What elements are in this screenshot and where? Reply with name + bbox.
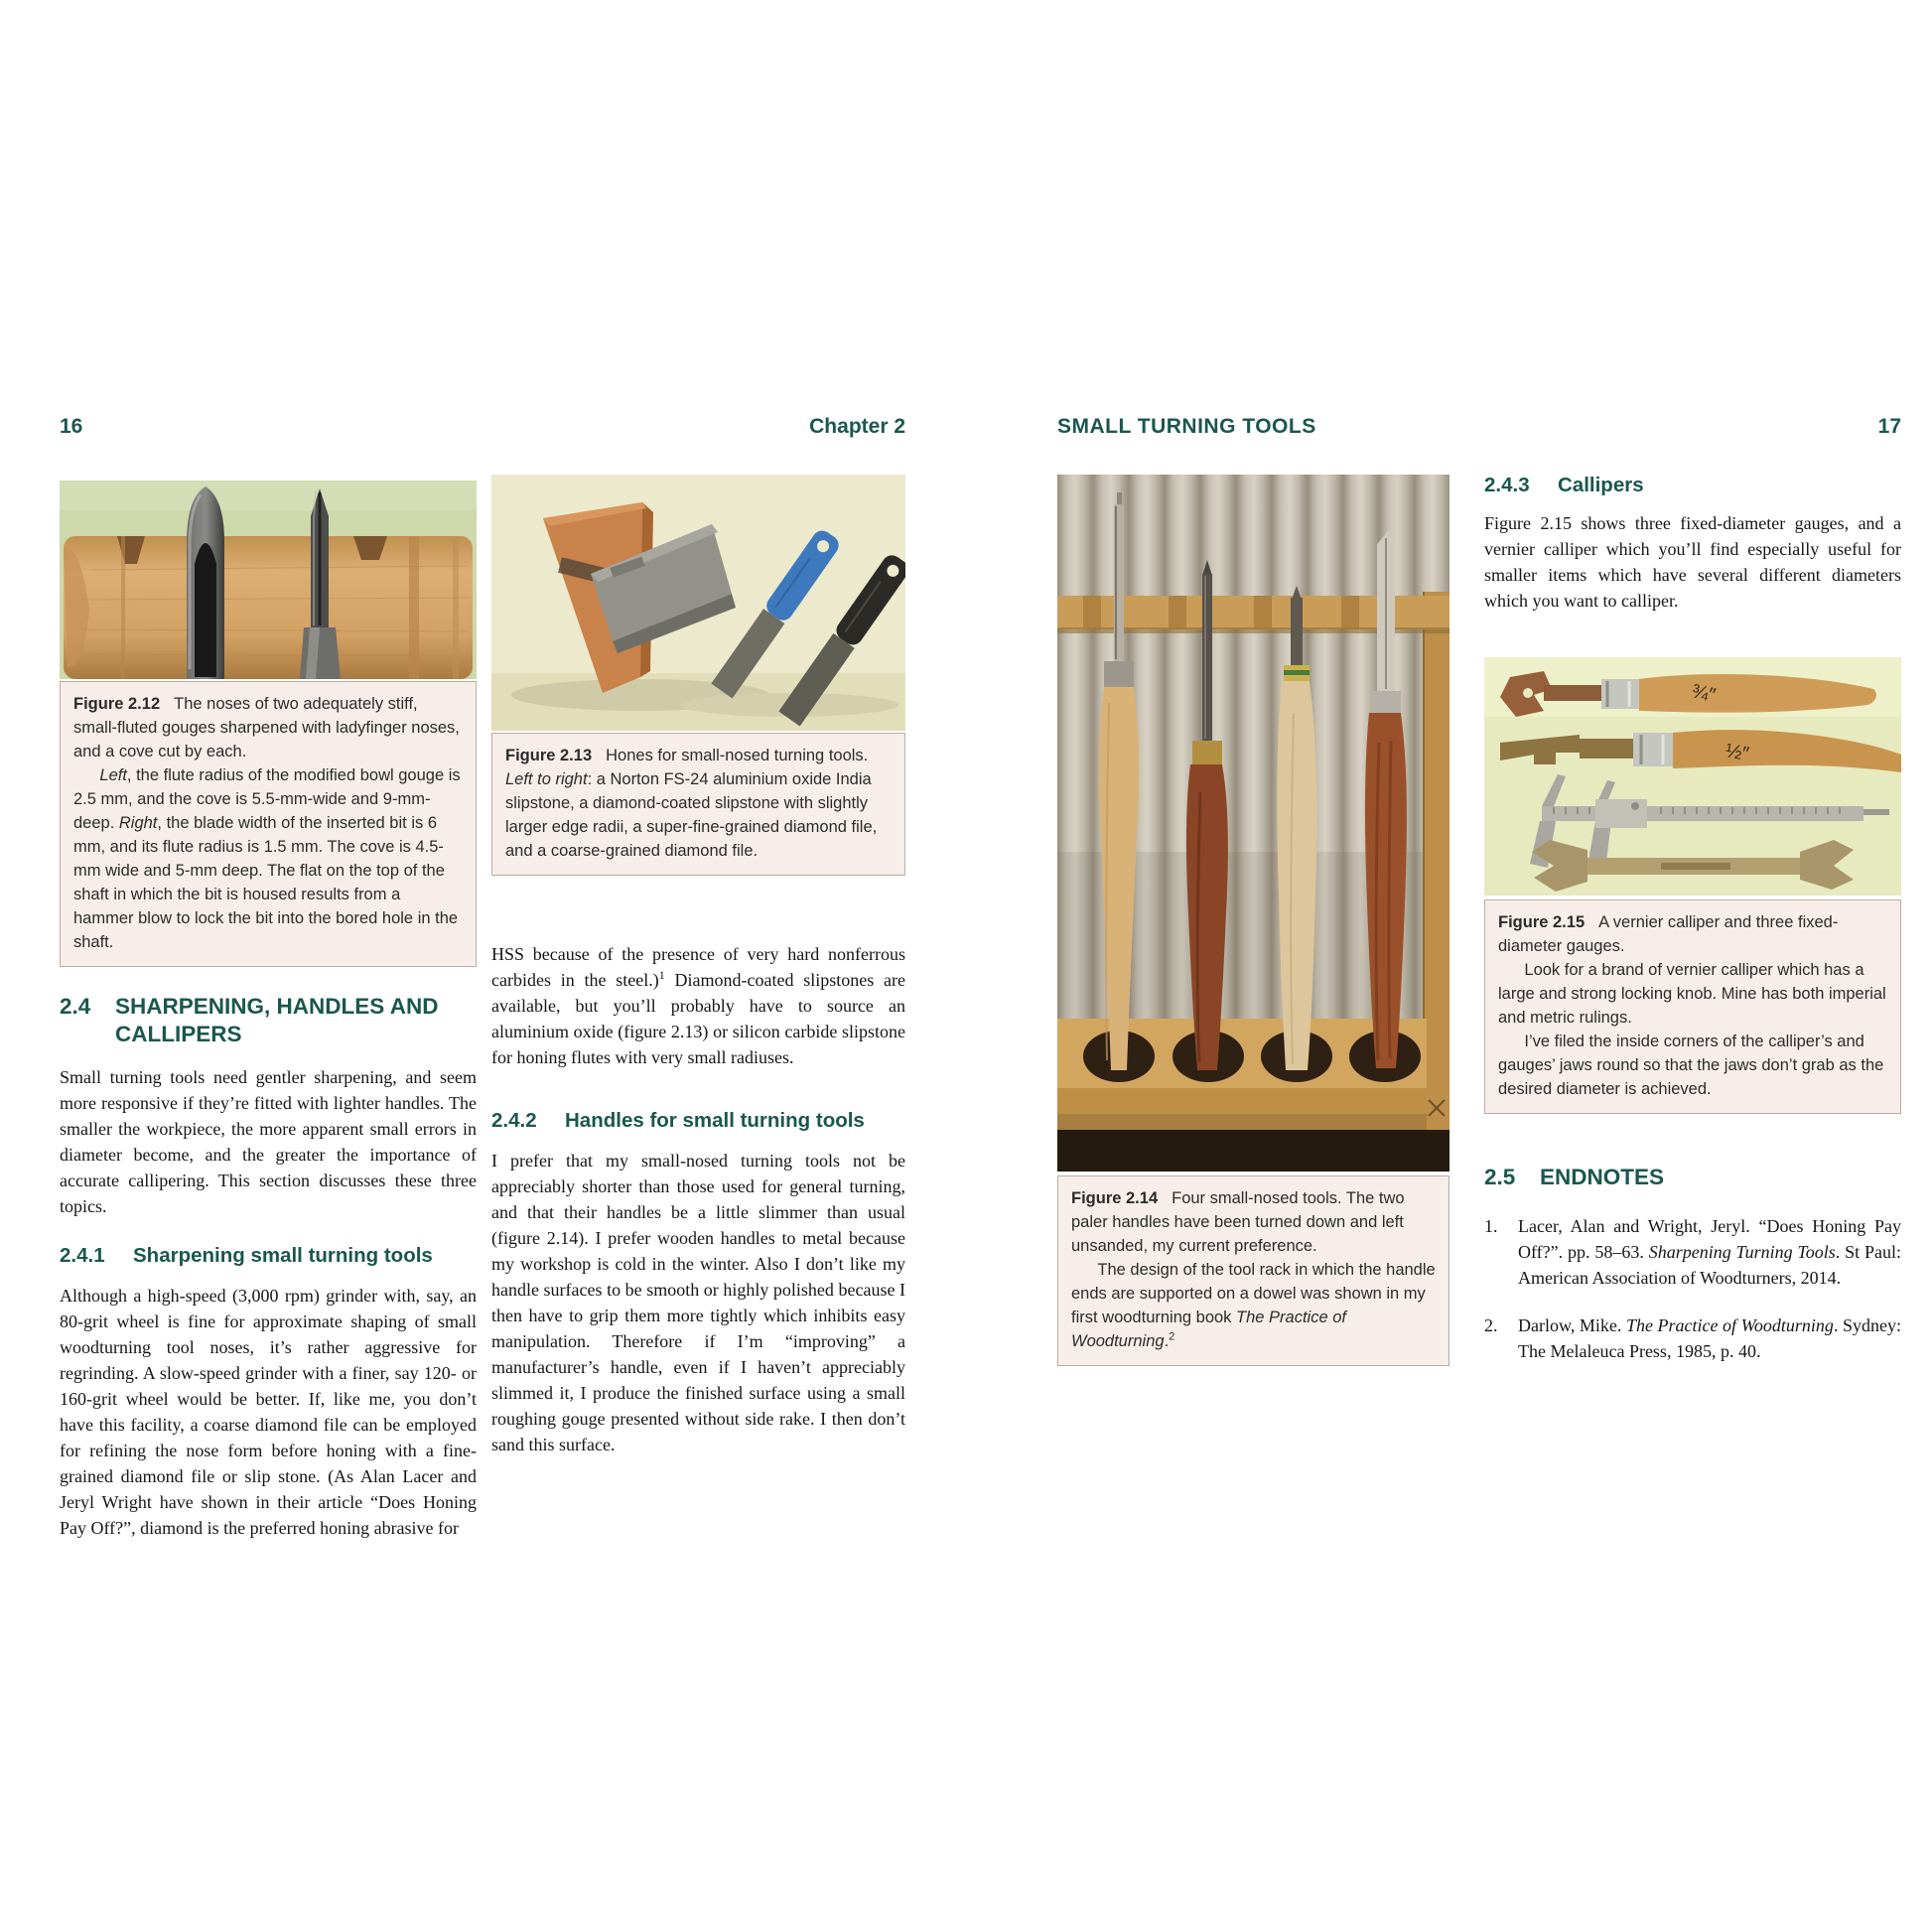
fig-2-12-label: Figure 2.12 (73, 695, 161, 713)
section-title: Callipers (1558, 474, 1644, 496)
section-number: 2.4.3 (1484, 474, 1530, 496)
section-2-4-3-paragraph: Figure 2.15 shows three fixed-diameter gauges, and a vernier calliper which you’ll find especially useful for smaller items which have several different diameters which you want to calliper. (1484, 513, 1901, 611)
section-2-4-intro: Small turning tools need gentler sharpening, and seem more responsive if they’re fitted with lighter handles. The smaller the workpiece, the more apparent small errors in diameter become, and the greater the importance of accurate callipering. This section discusses these three topics. (60, 1067, 477, 1216)
endnote-title-italic: Sharpening Turning Tools (1648, 1242, 1836, 1262)
shadow-under-shelf (1057, 1130, 1449, 1172)
fig-2-12-caption-italic-left: Left (99, 766, 127, 784)
fig-2-15-label: Figure 2.15 (1498, 913, 1586, 931)
endnote-text (1518, 1312, 1901, 1364)
endnotes-list (1484, 1213, 1901, 1364)
section-heading-2-4-2 (491, 1108, 905, 1134)
section-number: 2.5 (1484, 1165, 1516, 1189)
fig-2-12-caption-p2a: , the flute radius of the modified bowl gouge is 2.5 mm, and the cove is 5.5-mm-wide and 9-mm-deep. (73, 766, 461, 832)
endnote-item (1484, 1213, 1901, 1291)
endnote-text-b: . St Paul: American Association of Woodturners, 2014. (1518, 1242, 1902, 1288)
section-2-4-2-paragraph: I prefer that my small-nosed turning tools not be appreciably shorter than those used for general turning, and that their handles be a little slimmer than usual (figure 2.14). I prefer wooden handles to metal because my workshop is cold in the winter. Also I don’t like my handle surfaces to be smooth or highly polished because I then have to grip them more tightly which inhibits easy manipulation. Therefore if I’m “improving” a manufacturer’s handle, even if I haven’t appreciably slimmed it, I produce the finished surface using a small roughing gouge presented without side rake. I then don’t sand this surface. (491, 1151, 905, 1454)
section-heading-2-5 (1484, 1164, 1901, 1191)
endnote-text-b: . Sydney: The Melaleuca Press, 1985, p. 40. (1518, 1315, 1901, 1361)
endnote-ref-1: 1 (658, 968, 665, 982)
section-heading-2-4-3 (1484, 473, 1901, 498)
fig-2-12-caption (60, 681, 477, 967)
fig-2-13-label: Figure 2.13 (505, 747, 593, 764)
endnote-item (1484, 1312, 1901, 1364)
right-running-head: SMALL TURNING TOOLS (1057, 415, 1316, 438)
section-heading-2-4 (60, 993, 477, 1048)
left-running-head: Chapter 2 (809, 415, 905, 438)
endnote-ref-2: 2 (1169, 1330, 1175, 1343)
rack-upright (1423, 592, 1449, 1172)
fig-2-12-caption-italic-right: Right (118, 814, 158, 832)
section-title: Sharpening small turning tools (133, 1244, 433, 1267)
fig-2-13-caption-italic: Left to right (505, 770, 588, 788)
fig-2-12-caption-p2b: , the blade width of the inserted bit is 6 mm, and its flute radius is 1.5 mm. The cove is 4.5-mm wide and 5-mm deep. The flat on the top of the shaft in which the bit is housed results from a hammer blow to lock the bit into the bored hole in the shaft. (73, 814, 459, 951)
hss-text-b: Diamond-coated slipstones are available, but you’ll probably have to source an aluminium oxide (figure 2.13) or silicon carbide slipstone for honing flutes with very small radiuses. (491, 970, 905, 1067)
section-title: Handles for small turning tools (565, 1109, 865, 1132)
bowl-gouge (187, 486, 224, 679)
fig-2-15-photo (1484, 657, 1901, 896)
section-title: ENDNOTES (1540, 1165, 1665, 1189)
fig-2-13-photo (491, 475, 905, 731)
fig-2-14-caption (1057, 1175, 1449, 1366)
section-title: SHARPENING, HANDLES AND CALLIPERS (115, 994, 439, 1046)
hss-paragraph (491, 941, 905, 1070)
fig-2-14-caption-p2a: The design of the tool rack in which the handle ends are supported on a dowel was shown in my first woodturning book (1071, 1261, 1436, 1326)
endnote-text-a: Darlow, Mike. (1518, 1315, 1626, 1335)
fig-2-15-caption-p2: Look for a brand of vernier calliper which has a large and strong locking knob. Mine has both imperial and metric rulings. (1498, 961, 1886, 1027)
fig-2-13-caption-b: : a Norton FS-24 aluminium oxide India slipstone, a diamond-coated slipstone with slightly larger edge radii, a super-fine-grained diamond file, and a coarse-grained diamond file. (505, 770, 878, 860)
endnote-title-italic: The Practice of Woodturning (1625, 1315, 1834, 1335)
endnote-text-a: Lacer, Alan and Wright, Jeryl. “Does Honing Pay Off?”. pp. 58–63. (1518, 1216, 1901, 1262)
section-number: 2.4.1 (60, 1244, 105, 1267)
fig-2-12-caption-p1: The noses of two adequately stiff, small-fluted gouges sharpened with ladyfinger noses, and a cove cut by each. (73, 695, 460, 760)
section-number: 2.4.2 (491, 1109, 537, 1132)
fig-2-15-caption (1484, 899, 1901, 1114)
shelf-front-edge (1057, 1088, 1427, 1114)
fig-2-14-caption-p1: Four small-nosed tools. The two paler handles have been turned down and left unsanded, my current preference. (1071, 1189, 1405, 1255)
fig-2-14-photo (1057, 475, 1449, 1172)
endnote-number: 2. (1484, 1315, 1498, 1335)
fig-2-14-label: Figure 2.14 (1071, 1189, 1159, 1207)
endnote-text (1518, 1213, 1901, 1291)
section-heading-2-4-1 (60, 1243, 477, 1269)
endnote-number: 1. (1484, 1216, 1498, 1236)
right-page-number: 17 (1877, 415, 1901, 438)
section-number: 2.4 (60, 994, 91, 1019)
fig-2-15-caption-p3: I’ve filed the inside corners of the calliper’s and gauges’ jaws round so that the jaws don’t grab as the desired diameter is achieved. (1498, 1033, 1884, 1098)
hss-text-a: HSS because of the presence of very hard nonferrous carbides in the steel.) (491, 944, 905, 990)
fig-2-14-caption-italic: The Practice of Woodturning (1071, 1309, 1346, 1350)
fig-2-14-caption-p2b: . (1164, 1332, 1170, 1350)
left-page-number: 16 (60, 415, 83, 438)
handle-mark-three-quarter: ¾″ (1689, 680, 1718, 707)
fig-2-13-caption (491, 733, 905, 876)
handle-mark-half: ½″ (1724, 740, 1751, 766)
fig-2-13-caption-a: Hones for small-nosed turning tools. (606, 747, 869, 764)
section-2-4-1-paragraph: Although a high-speed (3,000 rpm) grinder with, say, an 80-grit wheel is fine for approximate shaping of small woodturning tool noses, it’s rather aggressive for regrinding. A slow-speed grinder with a finer, say 120- or 160-grit wheel would be better. If, like me, you don’t have this facility, a coarse diamond file can be employed for refining the nose form before honing with a fine-grained diamond file or slip stone. (As Alan Lacer and Jeryl Wright have shown in their article “Does Honing Pay Off?”, diamond is the preferred honing abrasive for (60, 1286, 477, 1538)
fig-2-12-photo (60, 481, 477, 679)
fig-2-15-caption-p1: A vernier calliper and three fixed-diameter gauges. (1498, 913, 1839, 955)
